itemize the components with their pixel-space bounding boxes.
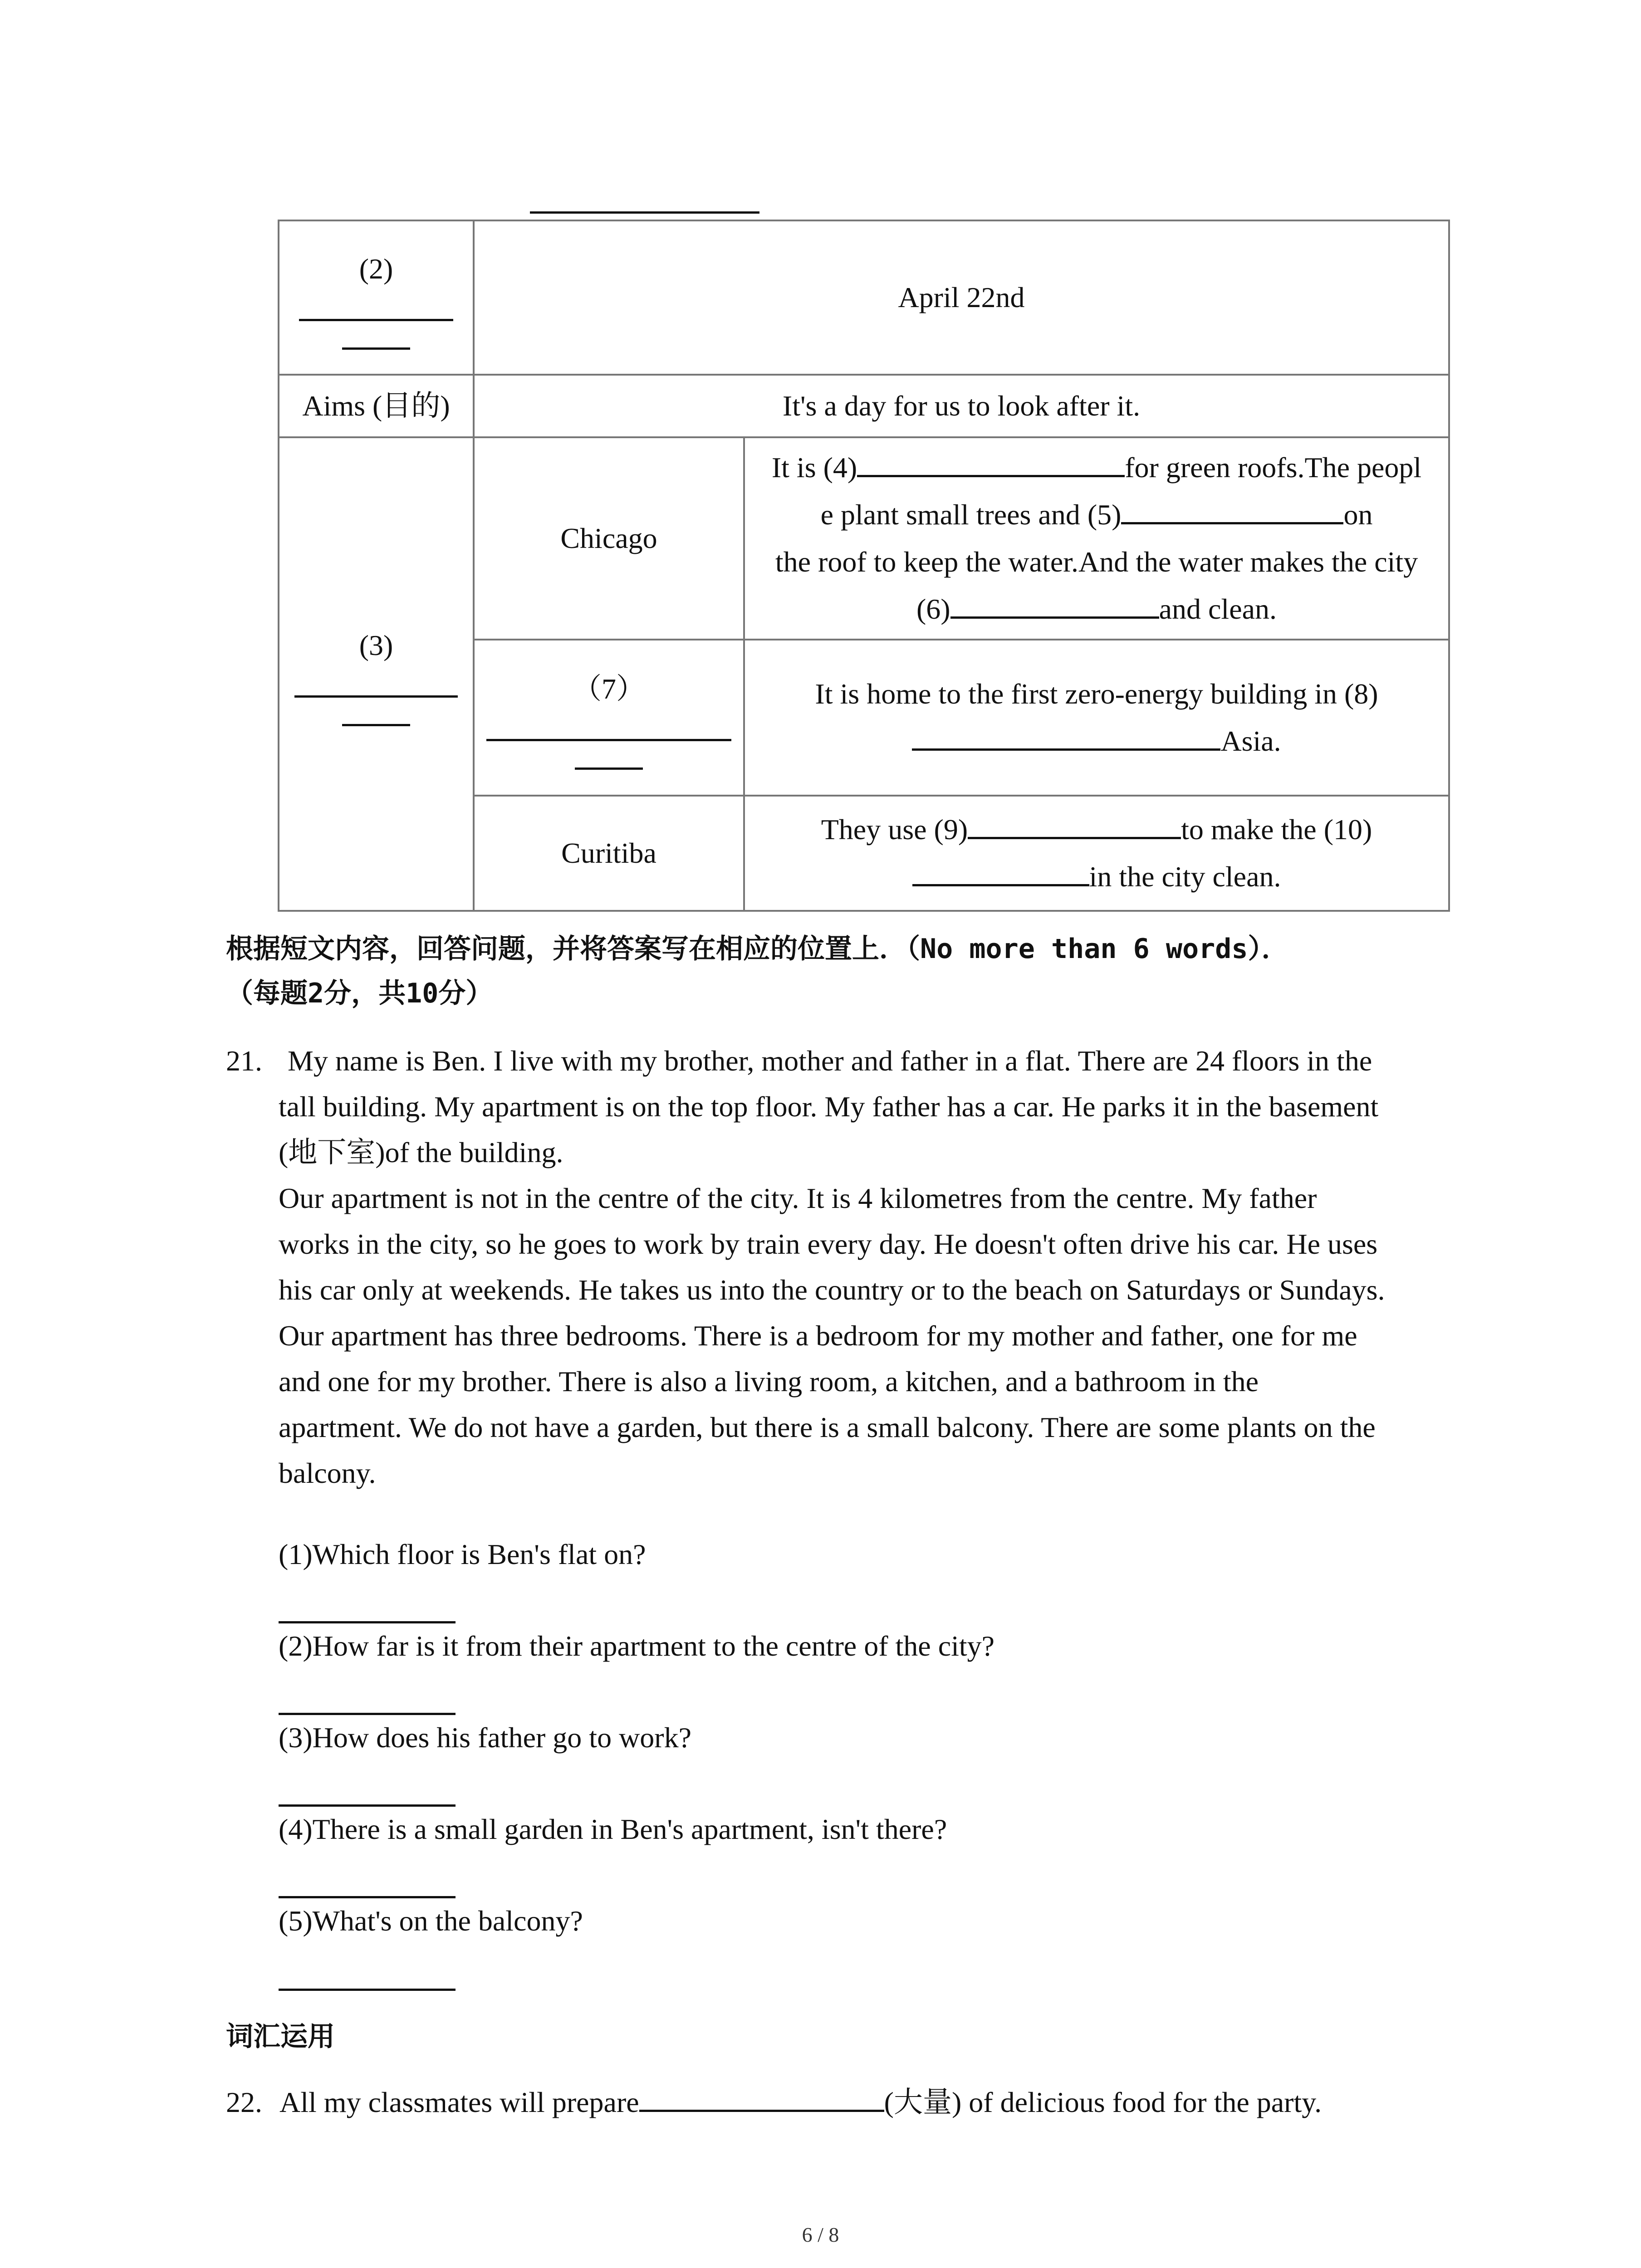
table-row [279, 375, 1449, 437]
table-cell-chicago: Chicago [474, 437, 744, 640]
table-row [279, 437, 1449, 640]
section-heading: 根据短文内容，回答问题，并将答案写在相应的位置上．（No more than 6 words）． [226, 933, 1289, 965]
question-22: 22. All my classmates will prepare (大量) of delicious food for the party. [226, 2079, 1322, 2125]
answer-line-5[interactable] [279, 1989, 456, 1991]
answer-blank-7[interactable] [486, 713, 731, 741]
answer-blank[interactable] [342, 321, 410, 350]
answer-blank-4[interactable] [857, 447, 1125, 477]
answer-blank-5[interactable] [1121, 494, 1343, 524]
sub-question-4: (4)There is a small garden in Ben's apartment, isn't there? [279, 1813, 947, 1845]
answer-blank-line[interactable] [530, 211, 759, 214]
question-21 [226, 1038, 1460, 1496]
table-cell-city-7-text: It is home to the first zero-energy building in (8) Asia. [744, 640, 1449, 796]
fill-in-table [278, 220, 1450, 912]
table-row [279, 220, 1449, 375]
section-heading-score: （每题2分，共10分） [226, 978, 493, 1009]
page-number: 6 / 8 [802, 2223, 839, 2246]
answer-blank[interactable] [299, 293, 453, 321]
question-number: 22. [226, 2086, 262, 2118]
table-cell-aims-value: It's a day for us to look after it. [474, 375, 1449, 437]
reading-passage: My name is Ben. I live with my brother, mother and father in a flat. There are 24 floors in the tall building. My apartment is on the top floor. My father has a car. He parks it in the basement (地下室)of the building. Our apartment is not in the centre of the city. It is 4 kilometres from the centre. My father works in the city, so he goes to work by train every day. He doesn't often drive his car. He uses his car only at weekends. He takes us into the country or to the beach on Saturdays or Sundays. Our apartment has three bedrooms. There is a bedroom for my mother and father, one for me and one for my brother. There is also a living room, a kitchen, and a bathroom in the apartment. We do not have a garden, but there is a small balcony. There are some plants on the balcony. [279, 1045, 1385, 1489]
sub-question-3: (3)How does his father go to work? [279, 1721, 691, 1754]
answer-blank-6[interactable] [950, 589, 1159, 619]
table-cell-date: April 22nd [474, 220, 1449, 375]
table-cell-curitiba: Curitiba [474, 796, 744, 911]
section-heading-vocabulary: 词汇运用 [226, 2021, 335, 2053]
table-cell-chicago-text: It is (4) for green roofs.The peopl e plant small trees and (5) on the roof to keep the water.And the water makes the city (6) and clean. [744, 437, 1449, 640]
answer-blank-9[interactable] [968, 809, 1181, 839]
table-cell-label-2: (2) [279, 220, 474, 375]
answer-blank[interactable] [575, 741, 643, 770]
sub-question-1: (1)Which floor is Ben's flat on? [279, 1538, 646, 1570]
table-cell-aims-label: Aims (目的) [279, 375, 474, 437]
answer-blank-22[interactable] [639, 2082, 884, 2112]
table-cell-label-3: (3) [279, 437, 474, 911]
table-cell-curitiba-text: They use (9) to make the (10) in the city clean. [744, 796, 1449, 911]
question-number: 21. [226, 1045, 262, 1077]
answer-blank-8[interactable] [912, 721, 1220, 751]
table-cell-city-7: （7） [474, 640, 744, 796]
sub-question-5: (5)What's on the balcony? [279, 1905, 583, 1937]
answer-blank[interactable] [294, 669, 458, 698]
sub-question-2: (2)How far is it from their apartment to the centre of the city? [279, 1630, 995, 1662]
answer-blank[interactable] [342, 698, 410, 726]
answer-blank-10[interactable] [912, 856, 1089, 886]
